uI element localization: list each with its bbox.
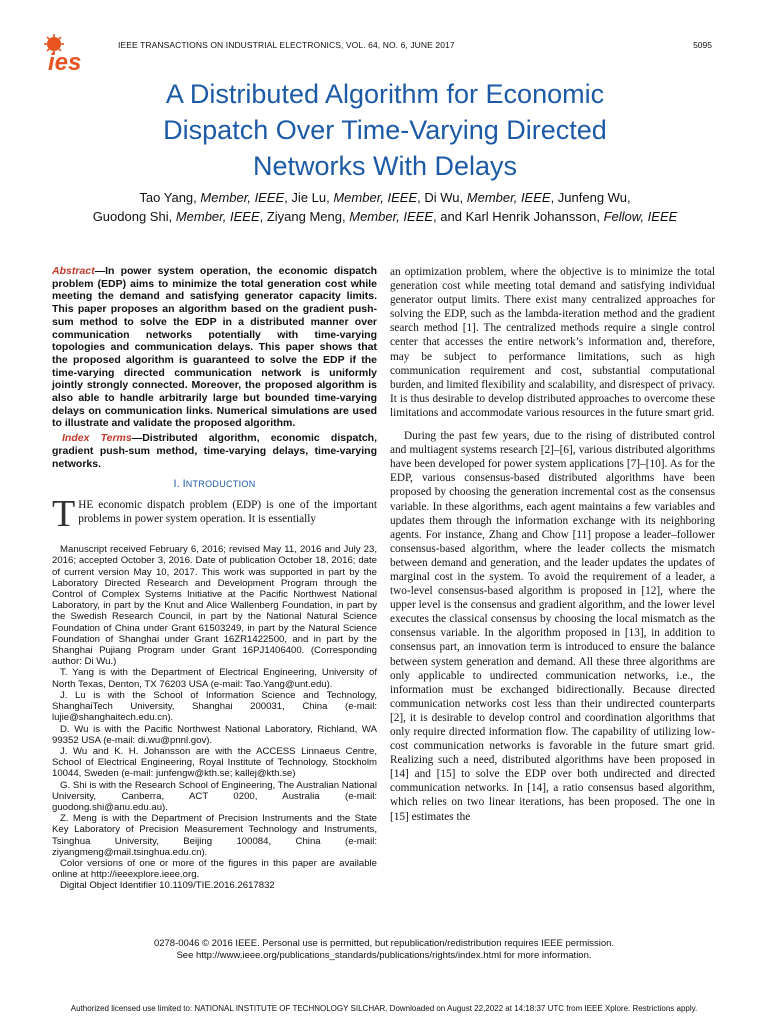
body-paragraph: an optimization problem, where the objective is to minimize the total generation cost while meeting total demand and satisfying individual generator output limits. There exist many centralized approaches for solving the EDP, such as the lambda-iteration method and the gradient search method [1]. The centralized methods require a single control center that accesses the entire network’s information and, therefore, may be subject to performance limitations, such as high communication requirement and cost, substantial computational burden, and limited flexibility and scalability, and disrespect of privacy. It is thus desirable to develop distributed approaches to overcome these limitations and accommodate various resources in the future smart grid. xyxy=(390,266,715,419)
intro-text: HE economic dispatch problem (EDP) is one of the important problems in power system operation. It is essentially xyxy=(78,499,377,526)
right-column xyxy=(390,265,715,824)
author-name: , Jie Lu, xyxy=(284,190,334,205)
paper-title xyxy=(60,76,710,184)
copyright-notice xyxy=(60,938,708,962)
footnote: J. Lu is with the School of Information Science and Technology, ShanghaiTech University, Shanghai 200031, China (e-mail: lujie@shanghaitech.edu.cn). xyxy=(52,689,377,724)
author-name: , Di Wu, xyxy=(417,190,467,205)
abstract-text: —In power system operation, the economic dispatch problem (EDP) aims to minimize the total generation cost while meeting the demand and satisfying generator capacity limits. This paper proposes an algorithm based on the gradient push-sum method to solve the EDP in a distributed manner over communication networks potentially with time-varying topologies and communication delays. This paper shows that the proposed algorithm is guaranteed to solve the EDP if the time-varying directed communication network is uniformly jointly strongly connected. Moreover, the proposed algorithm is also able to handle arbitrarily large but bounded time-varying delays on communication links. Numerical simulations are used to illustrate and validate the proposed algorithm. xyxy=(52,265,377,430)
author-name: , Junfeng Wu, xyxy=(550,190,631,205)
footnote: D. Wu is with the Pacific Northwest National Laboratory, Richland, WA 99352 USA (e-mail: di.wu@pnnl.gov). xyxy=(52,723,377,746)
author-role: Member, IEEE xyxy=(466,190,551,205)
footnotes xyxy=(52,544,377,891)
left-column xyxy=(52,265,377,892)
author-name: , and Karl Henrik Johansson, xyxy=(433,209,604,224)
author-name: Tao Yang, xyxy=(139,190,201,205)
authorized-use-notice: Authorized licensed use limited to: NATIONAL INSTITUTE OF TECHNOLOGY SILCHAR. Downloaded on August 22,2022 at 14:18:37 UTC from IEEE Xplore. Restrictions apply. xyxy=(70,1004,698,1013)
title-line: Dispatch Over Time-Varying Directed xyxy=(163,115,607,145)
author-role: Member, IEEE xyxy=(200,190,285,205)
footnote: Manuscript received February 6, 2016; revised May 11, 2016 and July 23, 2016; accepted October 3, 2016. Date of publication October 18, 2016; date of current version May 10, 2017. This work was supported in part by the Laboratory Directed Research and Development Program through the Control of Complex Systems Initiative at the Pacific Northwest National Laboratory, in part by the Knut and Alice Wallenberg Foundation, in part by the Swedish Research Council, in part by the National Natural Science Foundation of China under Grant 61503249, in part by the Natural Science Foundation of Shanghai under Grant 16ZR1422500, and in part by the Shanghai Pujiang Program under Grant 16PJ1406400. (Corresponding author: Di Wu.) xyxy=(52,544,377,668)
author-list xyxy=(40,188,730,226)
section-heading xyxy=(52,478,377,490)
section-title-rest: NTRODUCTION xyxy=(185,479,256,490)
author-name: Guodong Shi, xyxy=(92,209,176,224)
index-terms-label: Index Terms xyxy=(62,432,132,445)
title-line: A Distributed Algorithm for Economic xyxy=(165,79,605,109)
index-terms xyxy=(52,432,377,470)
author-name: , Ziyang Meng, xyxy=(259,209,350,224)
footnote: Digital Object Identifier 10.1109/TIE.2016.2617832 xyxy=(60,880,275,892)
author-role: Member, IEEE xyxy=(175,209,260,224)
copyright-line: See http://www.ieee.org/publications_standards/publications/rights/index.html for more information. xyxy=(176,950,592,961)
journal-name: IEEE TRANSACTIONS ON INDUSTRIAL ELECTRONICS, VOL. 64, NO. 6, JUNE 2017 xyxy=(118,40,455,50)
author-role: Fellow, IEEE xyxy=(603,209,678,224)
body-paragraph: During the past few years, due to the rising of distributed control and multiagent systems research [2]–[6], various distributed algorithms have been developed for power system applications [7]–[10]. As for the EDP, various consensus-based distributed algorithms have been proposed by choosing the generation incremental cost as the consensus variable. In these algorithms, each agent maintains a few variables and updates them through the information exchange with its neighboring agents. For instance, Zhang and Chow [11] propose a leader–follower consensus-based algorithm, where the leader collects the mismatch between demand and generation, and the leader updates the updates of marginal cost in the system. To avoid the requirement of a leader, a two-level consensus-based algorithm is proposed in [12], where the upper level is the consensus and gradient algorithm, and the lower level executes the classical consensus by choosing the local mismatch as the consensus variable. In the algorithm proposed in [13], in addition to consensus part, an innovation term is introduced to ensure the balance between system generation and demand. All these three algorithms are only applicable to undirected communication networks, i.e., the information must be exchanged bidirectionally. Because directed communication networks cost less than their undirected counterparts [2], it is desirable to develop control and coordination algorithms that only require directed information flow. The capability of utilizing low-cost communication networks is favorable in the future smart grid. Realizing such a need, distributed algorithms have been proposed in [14] and [15] to solve the EDP over both undirected and directed communication networks. In [14], a ratio consensus based algorithm, which relies on two linear iterations, has been proposed. The one in [15] estimates the xyxy=(390,430,715,823)
title-line: Networks With Delays xyxy=(252,151,518,181)
copyright-line: 0278-0046 © 2016 IEEE. Personal use is permitted, but republication/redistribution requires IEEE permission. xyxy=(153,938,615,949)
author-role: Member, IEEE xyxy=(349,209,434,224)
author-role: Member, IEEE xyxy=(333,190,418,205)
abstract-label: Abstract xyxy=(52,265,95,277)
index-terms-text: —Distributed algorithm, economic dispatch, gradient push-sum method, time-varying delays, time-varying networks. xyxy=(52,432,377,470)
abstract xyxy=(52,265,377,430)
section-number: I. xyxy=(173,478,183,491)
intro-paragraph xyxy=(52,493,377,536)
ies-logo xyxy=(40,34,108,74)
page-header xyxy=(0,0,768,74)
footnote: T. Yang is with the Department of Electrical Engineering, University of North Texas, Denton, TX 76203 USA (e-mail: Tao.Yang@unt.edu). xyxy=(52,667,377,690)
logo-wordmark: ies xyxy=(48,49,82,74)
page-number: 5095 xyxy=(693,40,712,50)
section-title-initial: I xyxy=(182,478,186,491)
footnote: J. Wu and K. H. Johansson are with the ACCESS Linnaeus Centre, School of Electrical Engineering, Royal Institute of Technology, Stockholm 10044, Sweden (e-mail: junfengw@kth.se; kallej@kth.se) xyxy=(52,745,377,780)
drop-cap: T xyxy=(52,493,76,536)
footnote: Color versions of one or more of the figures in this paper are available online at http://ieeexplore.ieee.org. xyxy=(52,857,377,881)
footnote: G. Shi is with the Research School of Engineering, The Australian National University, Canberra, ACT 0200, Australia (e-mail: guodong.shi@anu.edu.au). xyxy=(52,779,377,813)
author-line xyxy=(40,207,730,226)
footnote: Z. Meng is with the Department of Precision Instruments and the State Key Laboratory of Precision Measurement Technology and Instruments, Tsinghua University, Beijing 100084, China (e-mail: ziyangmeng@mail.tsinghua.edu.cn). xyxy=(52,813,377,858)
author-line xyxy=(40,188,730,207)
